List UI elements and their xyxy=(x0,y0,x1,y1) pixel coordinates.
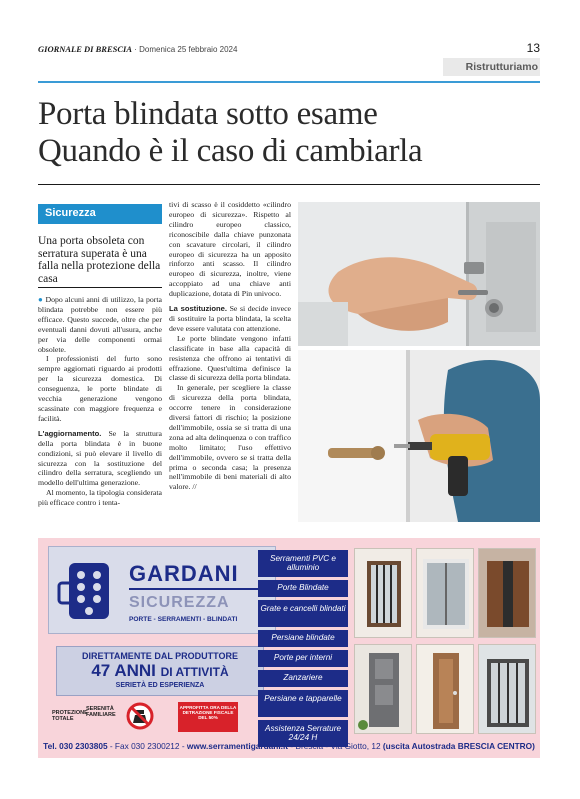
ad-website-link[interactable]: www.serramentigardani.it xyxy=(186,741,289,751)
ad-logo-box xyxy=(48,546,276,634)
ad-exit: (uscita Autostrada BRESCIA CENTRO) xyxy=(382,741,535,751)
headline-line-1: Porta blindata sotto esame xyxy=(38,96,378,132)
paragraph: Le porte blindate vengono infatti classificate in base alla capacità di resistenza che offrono ai tentativi di effrazione. Quest'ultima definisce la classe di sicurezza della porta blindata. xyxy=(169,333,291,383)
ad-years-number: 47 ANNI xyxy=(91,661,156,680)
paragraph: tivi di scasso è il cosiddetto «cilindro europeo di sicurezza». Rispetto al cilindro europeo classico, riconoscibile dalla chiave punzonata con scavature circolari, il cilindro europeo di sicurezza ha un apposito rinforzo anti scasso. Il cilindro europeo di sicurezza, inoltre, viene accoppiato ad una chiave anti duplicazione, dotata di Pin univoco. xyxy=(169,200,291,299)
end-mark: // xyxy=(192,482,197,492)
ad-tagline: SERIETÀ ED ESPERIENZA xyxy=(115,682,205,689)
bullet-icon: ● xyxy=(38,295,44,304)
grey-door-icon xyxy=(355,645,412,734)
product-photo-window xyxy=(354,548,412,638)
ad-brand-subtitle: SICUREZZA xyxy=(129,594,230,611)
service-item: Grate e cancelli blindati xyxy=(258,600,348,627)
paragraph-lead: L'aggiornamento. xyxy=(38,428,102,438)
service-item: Assistenza Serrature 24/24 H xyxy=(258,720,348,747)
product-photo-gate xyxy=(478,644,536,734)
section-tag: Sicurezza xyxy=(38,204,162,224)
window-grate-icon xyxy=(355,549,412,638)
paragraph xyxy=(169,304,291,334)
article-column-1 xyxy=(38,295,162,508)
paragraph: Al momento, la tipologia considerata più efficace contro i tenta- xyxy=(38,488,162,508)
ad-brand-rule xyxy=(129,588,269,590)
issue-date: Domenica 25 febbraio 2024 xyxy=(139,45,238,54)
newspaper-name: GIORNALE DI BRESCIA xyxy=(38,44,133,54)
modern-window-icon xyxy=(417,549,474,638)
product-photo-window-modern xyxy=(416,548,474,638)
photo-key-in-lock-illustration xyxy=(298,202,540,346)
product-photo-door-interior xyxy=(416,644,474,734)
headline-rule xyxy=(38,184,540,185)
ad-phone: Tel. 030 2303805 xyxy=(43,741,108,751)
ad-badge-serenity: SERENITÀ FAMILIARE xyxy=(86,706,116,718)
service-item: Persiane e tapparelle xyxy=(258,690,348,717)
ad-fax: - Fax 030 2300212 - xyxy=(107,741,187,751)
product-photo-shutters xyxy=(478,548,536,638)
ad-producer-line: DIRETTAMENTE DAL PRODUTTORE xyxy=(81,651,238,661)
headline-line-2: Quando è il caso di cambiarla xyxy=(38,133,423,169)
page-number: 13 xyxy=(526,41,540,55)
service-item: Porte Blindate xyxy=(258,580,348,597)
gate-icon xyxy=(479,645,536,734)
ad-years-text: DI ATTIVITÀ xyxy=(160,665,229,679)
photo-key-in-lock xyxy=(298,202,540,346)
service-item: Persiane blindate xyxy=(258,630,348,647)
ad-producer-box xyxy=(56,646,264,696)
no-thief-icon xyxy=(126,702,154,730)
ad-product-photos xyxy=(354,548,536,738)
photo-drill-on-door xyxy=(298,350,540,522)
top-rule xyxy=(38,81,540,83)
lock-keypad-icon xyxy=(55,555,125,625)
product-photo-door-grey xyxy=(354,644,412,734)
ad-categories: PORTE - SERRAMENTI - BLINDATI xyxy=(129,616,238,623)
paragraph-text: Se si decide invece di sostituire la porta blindata, la scelta deve essere valutata con attenzione. xyxy=(169,304,291,333)
paragraph-text: Dopo alcuni anni di utilizzo, la porta blindata potrebbe non essere più efficace. Questo succede, oltre che per eventuali danni dovuti all'usura, anche per via delle componenti ormai obsolete. xyxy=(38,295,162,354)
ad-badge-protection: PROTEZIONE TOTALE xyxy=(52,710,88,722)
separator: · xyxy=(132,45,140,54)
paragraph-lead: La sostituzione. xyxy=(169,304,228,314)
service-item: Porte per interni xyxy=(258,650,348,667)
service-item: Zanzariere xyxy=(258,670,348,687)
paragraph-text: In generale, per scegliere la classe di sicurezza della porta blindata, occorre tenere in considerazione diversi fattori di rischio; la posizione dell'immobile, ossia se si tratta di una zona ad alta delinquenza o con traffico molto limitato; l'uso effettivo dell'immobile, ovvero se si tratta della prima o seconda casa; la presenza nell'immobile di beni materiali di alto valore. xyxy=(169,383,291,492)
paragraph-text: Se la struttura della porta blindata è in buone condizioni, si può elevare il livello di sicurezza con la sostituzione del cilindro della serratura, scegliendo un modello dell'ultima generazione. xyxy=(38,428,162,488)
gardani-advertisement[interactable] xyxy=(38,538,540,758)
ad-footer xyxy=(38,741,540,751)
subhead-rule xyxy=(38,287,162,288)
ad-services-list xyxy=(258,550,368,750)
paragraph xyxy=(38,295,162,354)
interior-door-icon xyxy=(417,645,474,734)
shutter-icon xyxy=(479,549,536,638)
ad-address: - Brescia - Via Giotto, 12 xyxy=(288,741,383,751)
ad-years xyxy=(57,661,263,682)
paragraph xyxy=(38,429,162,488)
ad-fiscal-badge: APPROFITTA ORA DELLA DETRAZIONE FISCALE DEL 50% xyxy=(178,702,238,732)
subheadline: Una porta obsoleta con serratura superata è una falla nella protezione della casa xyxy=(38,235,161,285)
headline xyxy=(38,96,540,170)
service-item: Serramenti PVC e alluminio xyxy=(258,550,348,577)
masthead xyxy=(38,41,540,58)
section-label: Ristrutturiamo xyxy=(443,58,540,76)
article-column-2 xyxy=(169,200,291,492)
paragraph xyxy=(169,383,291,492)
ad-brand-name: GARDANI xyxy=(129,561,239,586)
photo-drill-on-door-illustration xyxy=(298,350,540,522)
paragraph: I professionisti del furto sono sempre aggiornati riguardo ai prodotti per la sicurezza domestica. Di conseguenza, le porte blindate di vecchia generazione vengono scassinate con maggiore frequenza e facilità. xyxy=(38,354,162,423)
